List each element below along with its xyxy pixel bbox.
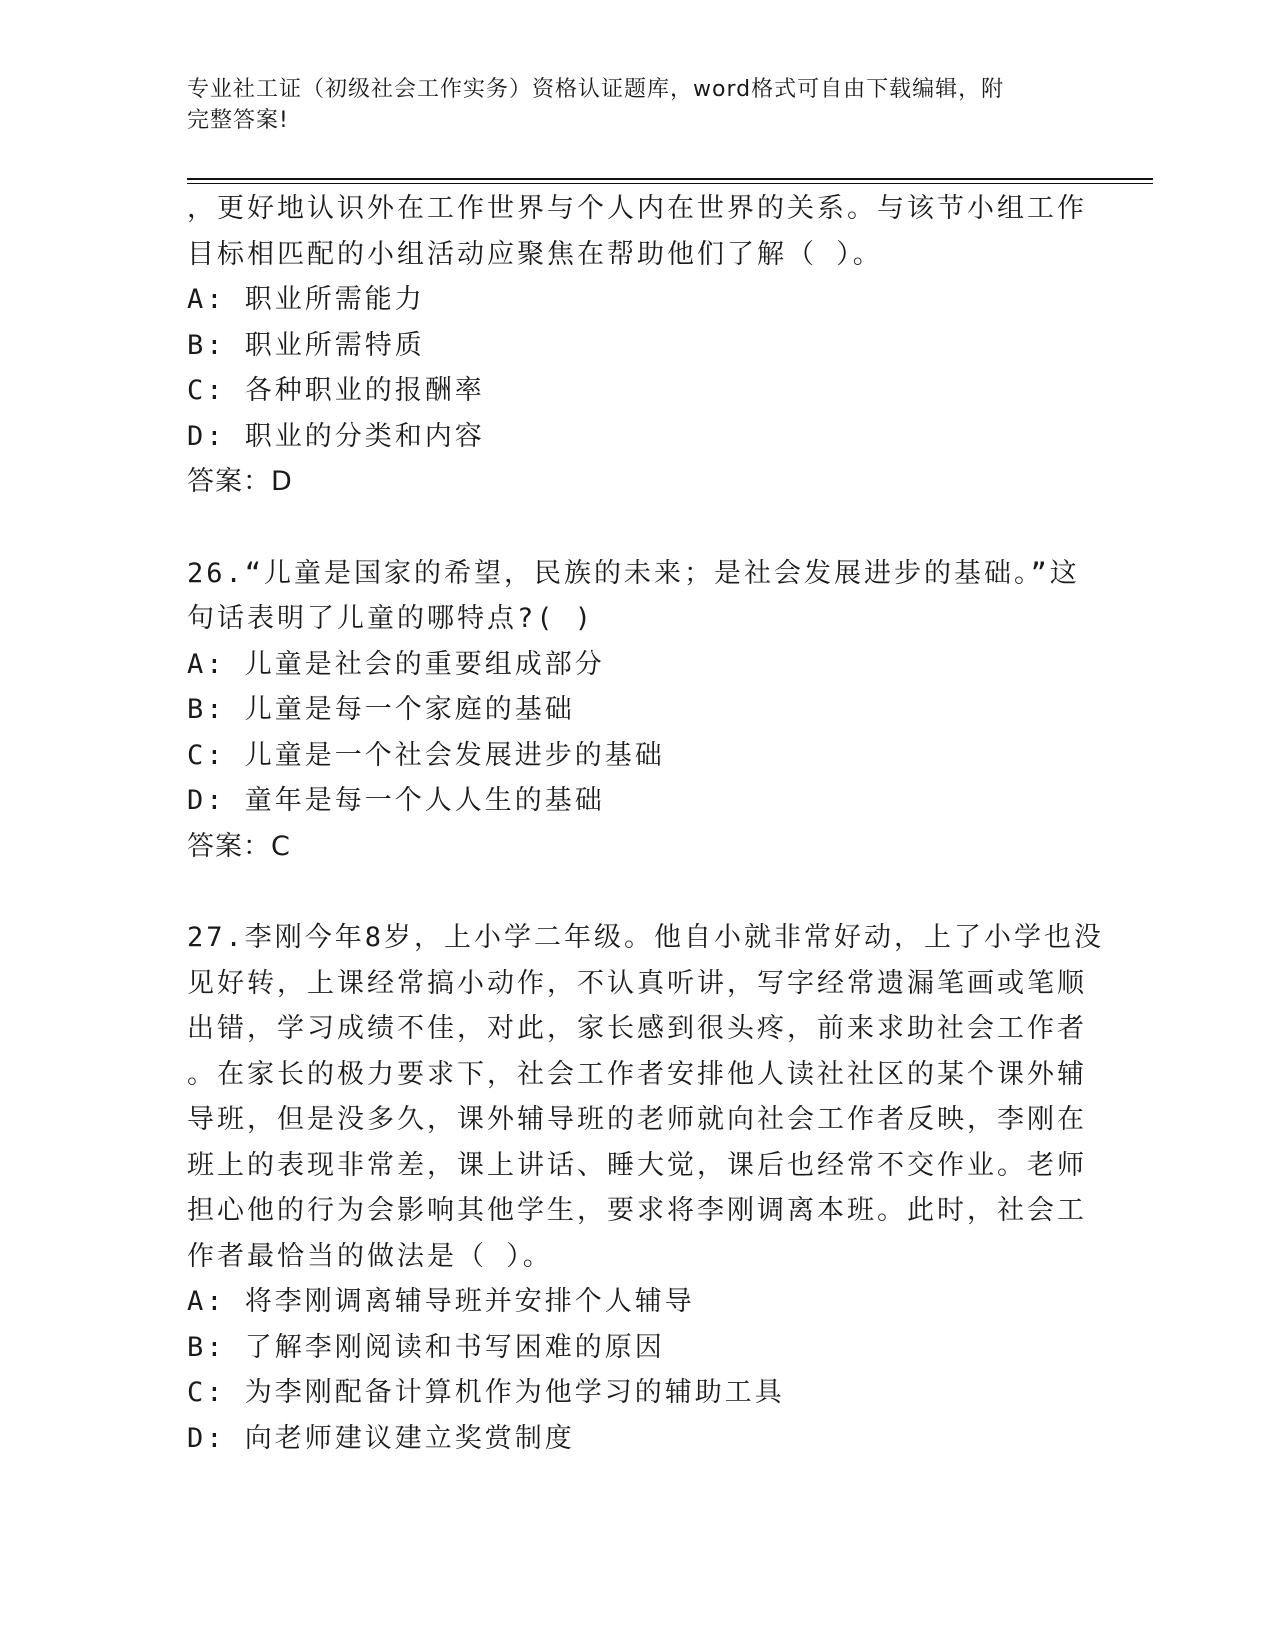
question-26-line-2: 句话表明了儿童的哪特点?( ) bbox=[187, 603, 595, 634]
question-27-line-7: 担心他的行为会影响其他学生，要求将李刚调离本班。此时，社会工 bbox=[187, 1195, 1087, 1226]
question-25-line-2: 目标相匹配的小组活动应聚焦在帮助他们了解（ ）。 bbox=[187, 238, 883, 270]
question-27-option-b: B: 了解李刚阅读和书写困难的原因 bbox=[187, 1331, 665, 1363]
question-25-option-b: B: 职业所需特质 bbox=[187, 329, 425, 361]
question-27-line-6: 班上的表现非常差，课上讲话、睡大觉，课后也经常不交作业。老师 bbox=[187, 1149, 1087, 1181]
spacer bbox=[187, 869, 1087, 915]
question-25 bbox=[187, 186, 1087, 505]
question-25-option-a: A: 职业所需能力 bbox=[187, 284, 425, 315]
question-26-option-d: D: 童年是每一个人人生的基础 bbox=[187, 785, 605, 816]
question-25-line-1: ，更好地认识外在工作世界与个人内在世界的关系。与该节小组工作 bbox=[187, 193, 1087, 224]
question-27-option-c: C: 为李刚配备计算机作为他学习的辅助工具 bbox=[187, 1377, 785, 1408]
question-content bbox=[187, 186, 1105, 1461]
header-line-2: 完整答案! bbox=[187, 108, 289, 133]
question-25-option-d: D: 职业的分类和内容 bbox=[187, 420, 485, 452]
header-rule-thin bbox=[187, 183, 1153, 184]
question-27-line-8: 作者最恰当的做法是（ ）。 bbox=[187, 1240, 553, 1272]
question-26-line-1: 26.“儿童是国家的希望，民族的未来；是社会发展进步的基础。”这 bbox=[187, 557, 1080, 589]
question-27-option-d: D: 向老师建议建立奖赏制度 bbox=[187, 1422, 575, 1454]
spacer bbox=[187, 505, 1087, 551]
question-27-line-1: 27.李刚今年8岁，上小学二年级。他自小就非常好动，上了小学也没 bbox=[187, 922, 1105, 953]
question-26-answer: 答案：C bbox=[187, 830, 291, 862]
question-27-line-5: 导班，但是没多久，课外辅导班的老师就向社会工作者反映，李刚在 bbox=[187, 1104, 1087, 1135]
header-rule-thick bbox=[187, 178, 1153, 180]
question-27-line-3: 出错，学习成绩不佳，对此，家长感到很头疼，前来求助社会工作者 bbox=[187, 1013, 1087, 1044]
question-26-option-a: A: 儿童是社会的重要组成部分 bbox=[187, 648, 605, 680]
question-26-option-b: B: 儿童是每一个家庭的基础 bbox=[187, 694, 575, 725]
question-25-option-c: C: 各种职业的报酬率 bbox=[187, 375, 485, 406]
question-27 bbox=[187, 915, 1105, 1461]
question-27-line-4: 。在家长的极力要求下，社会工作者安排他人读社社区的某个课外辅 bbox=[187, 1058, 1087, 1090]
question-27-option-a: A: 将李刚调离辅导班并安排个人辅导 bbox=[187, 1286, 695, 1317]
page-header bbox=[187, 74, 1067, 136]
header-line-1: 专业社工证（初级社会工作实务）资格认证题库，word格式可自由下载编辑，附 bbox=[187, 77, 1005, 102]
question-27-line-2: 见好转，上课经常搞小动作，不认真听讲，写字经常遗漏笔画或笔顺 bbox=[187, 967, 1087, 999]
question-26 bbox=[187, 551, 1087, 870]
question-25-answer: 答案：D bbox=[187, 466, 293, 497]
question-26-option-c: C: 儿童是一个社会发展进步的基础 bbox=[187, 739, 665, 771]
